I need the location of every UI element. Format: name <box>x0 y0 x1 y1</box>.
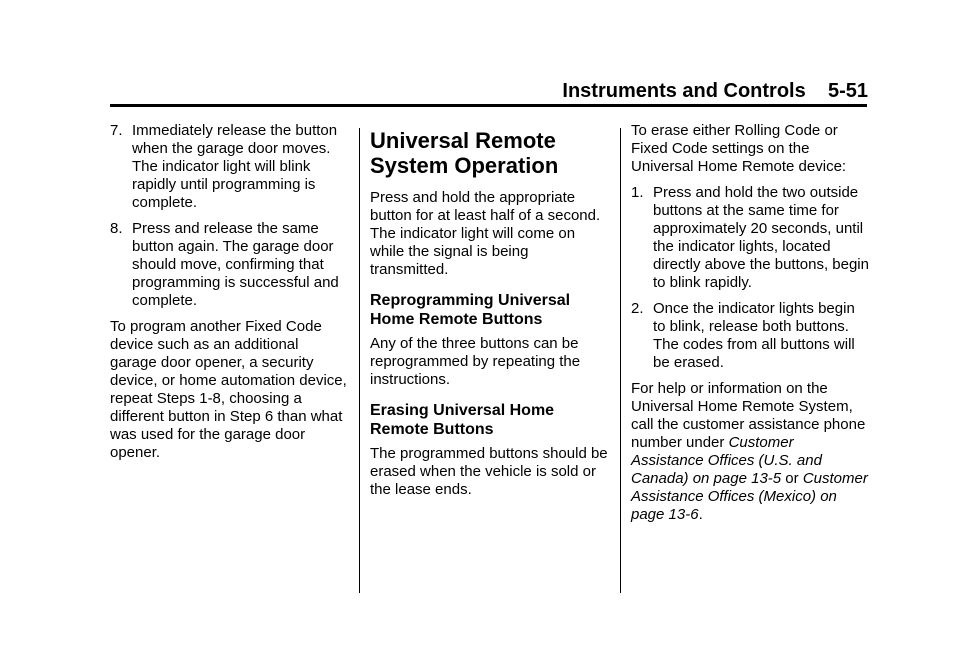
operation-paragraph: Press and hold the appropriate button for at least half of a second. The indicator light will come on while the signal is being transmitted. <box>370 189 601 278</box>
list-item-7 <box>110 122 348 212</box>
erasing-paragraph: The programmed buttons should be erased when the vehicle is sold or the lease ends. <box>370 445 608 498</box>
help-paragraph <box>631 380 869 524</box>
subheading-reprogramming: Reprogramming Universal Home Remote Buttons <box>370 292 571 328</box>
subheading-erasing: Erasing Universal Home Remote Buttons <box>370 402 555 438</box>
header-rule <box>110 104 867 107</box>
list-item-text: Press and hold the two outside buttons at the same time for approximately 20 seconds, until the indicator lights, located directly above the buttons, begin to blink rapidly. <box>653 184 869 291</box>
list-number: 2. <box>631 300 644 317</box>
list-item-2 <box>631 300 869 372</box>
column-2 <box>370 122 608 507</box>
cross-reference-us-canada[interactable]: Customer Assistance Offices (U.S. and Canada) on page 13-5 <box>631 434 822 487</box>
column-3 <box>631 122 869 532</box>
list-item-text: Press and release the same button again. The garage door should move, confirming that programming is successful and complete. <box>132 220 339 309</box>
page-header-title: Instruments and Controls 5-51 <box>562 80 868 102</box>
list-item-text: Once the indicator lights begin to blink, release both buttons. The codes from all buttons will be erased. <box>653 300 855 371</box>
list-number: 7. <box>110 122 123 139</box>
fixed-code-paragraph: To program another Fixed Code device such as an additional garage door opener, a security device, or home automation device, repeat Steps 1-8, choosing a different button in Step 6 than what was used for the garage door opener. <box>110 318 347 461</box>
list-item-1 <box>631 184 869 292</box>
column-divider-2 <box>620 128 621 593</box>
list-number: 8. <box>110 220 123 237</box>
list-number: 1. <box>631 184 644 201</box>
page-header <box>0 0 960 110</box>
erase-intro-paragraph: To erase either Rolling Code or Fixed Code settings on the Universal Home Remote device: <box>631 122 847 175</box>
column-divider-1 <box>359 128 360 593</box>
list-item-text: Immediately release the button when the garage door moves. The indicator light will blink rapidly until programming is complete. <box>132 122 338 211</box>
cross-reference-mexico[interactable]: Customer Assistance Offices (Mexico) on page 13-6 <box>631 470 868 523</box>
section-heading: Universal Remote System Operation <box>370 128 559 178</box>
help-text: For help or information on the Universal Home Remote System, call the customer assistance phone number under <box>631 380 866 451</box>
list-item-8 <box>110 220 348 310</box>
help-period: . <box>698 506 703 523</box>
column-1 <box>110 122 348 470</box>
help-conjunction: or <box>781 470 803 487</box>
reprogramming-paragraph: Any of the three buttons can be reprogrammed by repeating the instructions. <box>370 335 581 388</box>
